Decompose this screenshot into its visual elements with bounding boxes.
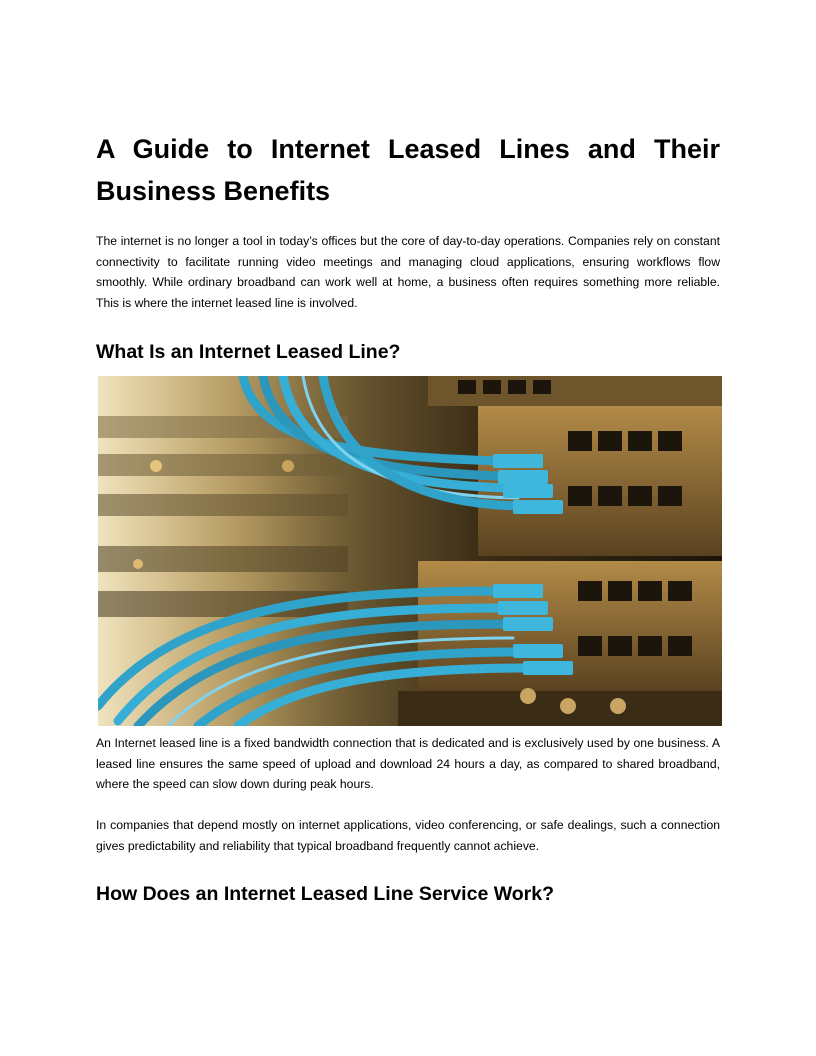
network-switch-cables-photo: [98, 376, 722, 726]
leased-line-definition-paragraph: An Internet leased line is a fixed bandwidth connection that is dedicated and is exclusively used by one business. A leased line ensures the same speed of upload and download 24 hours a day, as compared to shared broadband, where the speed can slow down during peak hours.: [96, 736, 720, 791]
intro-paragraph: The internet is no longer a tool in today’s offices but the core of day-to-day operations. Companies rely on constant connectivity to facilitate running video meetings and managing cloud applications, ensuring workflows flow smoothly. While ordinary broadband can work well at home, a business often requires something more reliable. This is where the internet leased line is involved.: [96, 234, 720, 310]
article-title: A Guide to Internet Leased Lines and Their Business Benefits: [96, 134, 720, 206]
leased-line-reliability-paragraph: In companies that depend mostly on internet applications, video conferencing, or safe dealings, such a connection gives predictability and reliability that typical broadband frequently cannot achieve.: [96, 818, 720, 853]
section-heading-how-it-works: How Does an Internet Leased Line Service Work?: [96, 883, 555, 905]
section-heading-what-is: What Is an Internet Leased Line?: [96, 341, 401, 363]
